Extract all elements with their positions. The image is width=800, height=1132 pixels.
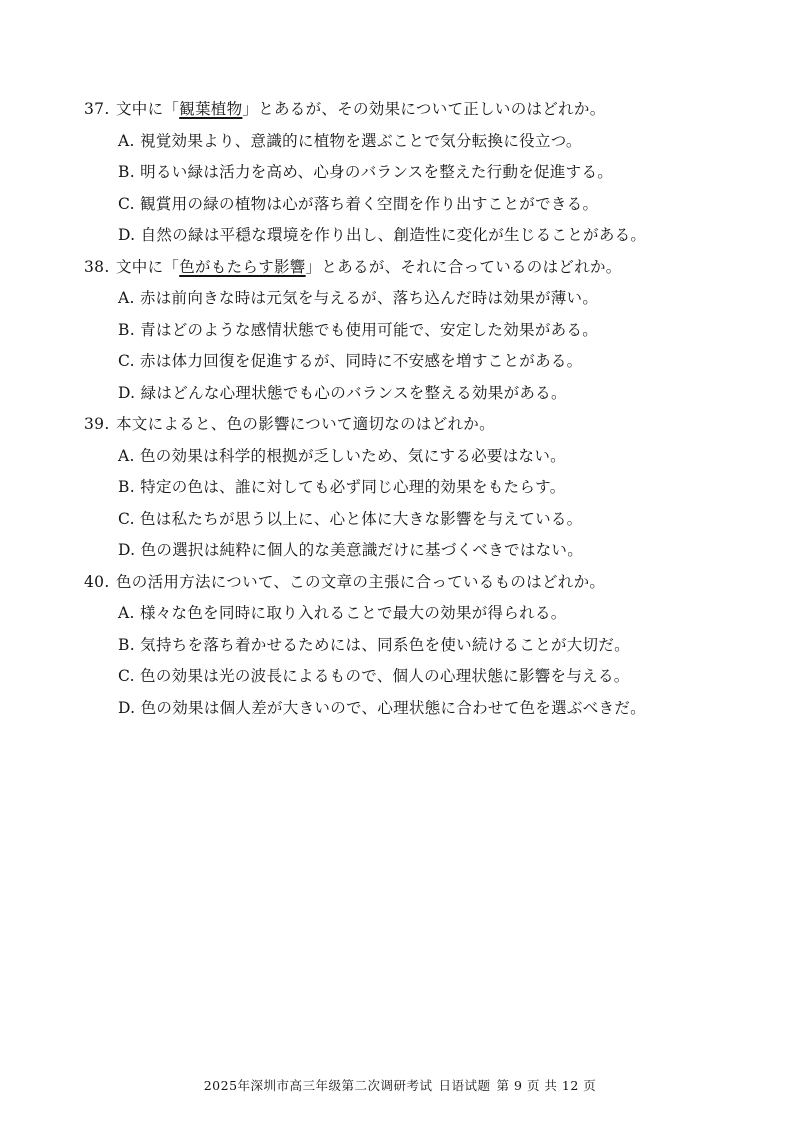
question-number: 39. (84, 415, 110, 433)
stem-text: 」とあるが、それに合っているのはどれか。 (305, 257, 622, 276)
stem-text: 色の活用方法について、この文章の主張に合っているものはどれか。 (116, 572, 606, 591)
option-a: A. 視覚効果より、意識的に植物を選ぶことで気分転換に役立つ。 (118, 131, 582, 150)
option-c: C. 色は私たちが思う以上に、心と体に大きな影響を与えている。 (118, 509, 583, 528)
stem-text: 文中に「 (116, 257, 180, 276)
question-stem (84, 567, 784, 599)
option-b: B. 気持ちを落ち着かせるためには、同系色を使い続けることが大切だ。 (118, 635, 630, 654)
option-d: D. 色の効果は個人差が大きいので、心理状態に合わせて色を選ぶべきだ。 (118, 698, 646, 717)
question-number: 40. (84, 572, 110, 591)
exam-title: 2025年深圳市高三年级第二次调研考试 (203, 1078, 433, 1093)
option-a: A. 様々な色を同時に取り入れることで最大の効果が得られる。 (118, 604, 567, 622)
question-number: 37. (84, 100, 110, 118)
option-b: B. 青はどのような感情状態でも使用可能で、安定した効果がある。 (118, 320, 599, 339)
question-list (84, 94, 784, 724)
option-d: D. 色の選択は純粋に個人的な美意識だけに基づくべきではない。 (118, 541, 584, 559)
question-37 (84, 94, 784, 252)
option-c: C. 赤は体力回復を促進するが、同時に不安感を増すことがある。 (118, 352, 583, 370)
question-39 (84, 409, 784, 567)
option-a: A. 赤は前向きな時は元気を与えるが、落ち込んだ時は効果が薄い。 (118, 289, 599, 307)
question-number: 38. (84, 257, 110, 276)
page-footer (0, 1076, 800, 1094)
option-a: A. 色の効果は科学的根拠が乏しいため、気にする必要はない。 (118, 446, 566, 465)
page-number: 第 9 页 共 12 页 (496, 1078, 597, 1093)
stem-text: 本文によると、色の影響について適切なのはどれか。 (116, 415, 495, 433)
question-stem (84, 94, 784, 126)
stem-text: 」とあるが、その効果について正しいのはどれか。 (242, 100, 606, 118)
option-d: D. 緑はどんな心理状態でも心のバランスを整える効果がある。 (118, 383, 567, 402)
question-40 (84, 567, 784, 725)
option-b: B. 明るい緑は活力を高め、心身のバランスを整えた行動を促進する。 (118, 163, 614, 181)
underlined-term: 色がもたらす影響 (179, 257, 306, 276)
option-c: C. 観賞用の緑の植物は心が落ち着く空間を作り出すことができる。 (118, 194, 599, 213)
underlined-term: 観葉植物 (179, 100, 243, 118)
option-d: D. 自然の緑は平穏な環境を作り出し、創造性に変化が生じることがある。 (118, 226, 647, 244)
stem-text: 文中に「 (116, 100, 180, 118)
question-stem (84, 409, 784, 441)
question-38 (84, 252, 784, 410)
question-stem (84, 252, 784, 284)
subject-label: 日语试题 (438, 1078, 491, 1093)
option-b: B. 特定の色は、誰に対しても必ず同じ心理的効果をもたらす。 (118, 478, 566, 496)
option-c: C. 色の効果は光の波長によるもので、個人の心理状態に影響を与える。 (118, 667, 630, 685)
